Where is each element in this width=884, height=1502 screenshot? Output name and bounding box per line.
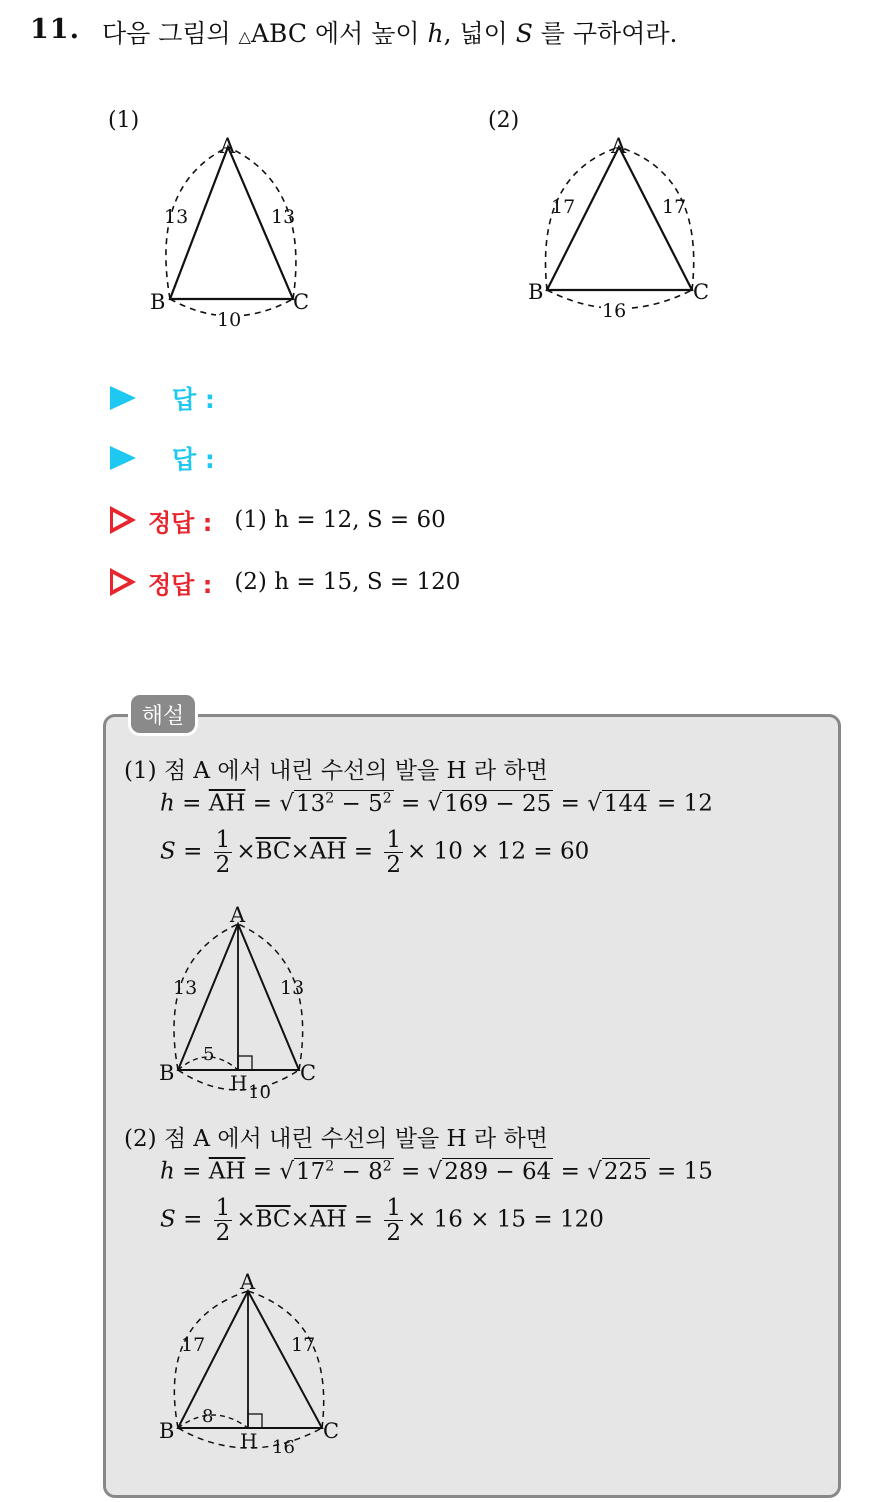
sqrt-expression-1: $√17^2 - 8^2$ — [279, 1158, 392, 1185]
vertex-c: C — [300, 1061, 317, 1085]
exponent: 2 — [325, 790, 335, 806]
foot-h: H — [240, 1429, 258, 1453]
vertex-b: B — [159, 1419, 175, 1443]
denominator: 2 — [386, 1220, 402, 1247]
equals: = — [400, 790, 421, 817]
vertex-c: C — [323, 1419, 340, 1443]
question-text-mid2: , 넓이 — [443, 19, 516, 48]
equals: = — [657, 790, 677, 817]
question-text-before: 다음 그림의 — [102, 19, 239, 48]
side-ab-label: 17 — [551, 196, 576, 218]
fraction-half — [214, 828, 233, 877]
vertex-a: A — [611, 134, 627, 158]
sqrt-expression-2: √169 − 25 — [427, 790, 552, 817]
numerator: 1 — [215, 827, 231, 853]
fraction-half — [384, 1196, 403, 1245]
figure-2-label: (2) — [488, 108, 520, 133]
times: × — [407, 1206, 427, 1233]
equals: = — [400, 1158, 421, 1185]
triangle-name: ABC — [250, 19, 307, 48]
h-result: 15 — [683, 1158, 713, 1185]
part1-figure — [150, 900, 330, 1105]
minus: − — [334, 1158, 369, 1185]
vertex-a: A — [220, 134, 236, 158]
equals: = — [182, 790, 202, 817]
vertex-a: A — [230, 903, 246, 927]
exponent: 2 — [382, 1158, 392, 1174]
equals: = — [353, 1206, 374, 1233]
times: × — [236, 1206, 256, 1233]
numerator: 1 — [215, 1195, 231, 1221]
h-result: 12 — [683, 790, 713, 817]
side-bc-label: 16 — [272, 1437, 295, 1458]
answer-row-1 — [110, 378, 215, 418]
answer-label: 답 : — [172, 445, 215, 474]
side-ac-label: 13 — [280, 977, 305, 999]
area-variable: S — [515, 19, 533, 48]
numerator: 1 — [386, 1195, 402, 1221]
correct-answer-label: 정답 : — [148, 508, 213, 537]
height-variable: h — [427, 19, 444, 48]
sqrt-base-b: 5 — [368, 790, 383, 817]
equals: = — [353, 838, 374, 865]
figure-1-label: (1) — [108, 108, 140, 133]
outline-triangle-icon — [110, 506, 136, 534]
figure-1-triangle — [140, 125, 330, 340]
times: × — [407, 838, 427, 865]
side-ac-label: 17 — [662, 196, 687, 218]
equals: = — [533, 838, 553, 865]
part2-height-equation — [160, 1158, 713, 1185]
numerator: 1 — [386, 827, 402, 853]
sqrt-body: 144 — [603, 790, 648, 817]
segment-ah: $\overline{AH}$ — [208, 790, 246, 817]
denominator: 2 — [215, 852, 231, 879]
correct-answer-row-2 — [110, 562, 460, 602]
part2-area-equation — [160, 1196, 604, 1245]
side-ab-label: 13 — [164, 206, 189, 228]
sqrt-expression-2: √289 − 64 — [427, 1158, 552, 1185]
times: × — [290, 1206, 310, 1233]
fraction-half — [214, 1196, 233, 1245]
segment-bh-label: 8 — [202, 1406, 214, 1427]
question-number: 11. — [30, 14, 80, 45]
equals: = — [533, 1206, 553, 1233]
figure-2-triangle — [520, 125, 730, 330]
sqrt-body: 225 — [603, 1158, 648, 1185]
question-text-after: 를 구하여라. — [532, 19, 678, 48]
sqrt-base-b: 8 — [368, 1158, 383, 1185]
times: × — [236, 838, 256, 865]
product: 10 × 12 — [433, 838, 527, 865]
segment-bc: $\overline{BC}$ — [255, 1206, 291, 1233]
triangle-abc — [178, 1291, 322, 1428]
sqrt-base-a: 13 — [295, 790, 326, 817]
equals: = — [183, 838, 203, 865]
question-text-mid1: 에서 높이 — [307, 19, 428, 48]
equals: = — [560, 1158, 580, 1185]
vertex-c: C — [693, 280, 710, 304]
outline-triangle-icon — [110, 568, 136, 596]
sqrt-expression-1: $√13^2 - 5^2$ — [279, 790, 392, 817]
part1-height-equation — [160, 790, 713, 817]
triangle-abc — [547, 147, 692, 290]
equals: = — [657, 1158, 677, 1185]
equals: = — [182, 1158, 202, 1185]
segment-ah: $\overline{AH}$ — [208, 1158, 246, 1185]
play-triangle-icon — [110, 446, 136, 470]
denominator: 2 — [386, 852, 402, 879]
h-symbol: h — [160, 1158, 175, 1185]
side-ab-label: 17 — [181, 1334, 206, 1356]
product: 16 × 15 — [433, 1206, 527, 1233]
segment-bc: $\overline{BC}$ — [255, 838, 291, 865]
sqrt-expression-3: √144 — [587, 790, 648, 817]
times: × — [290, 838, 310, 865]
sqrt-base-a: 17 — [295, 1158, 326, 1185]
vertex-c: C — [293, 290, 310, 314]
exponent: 2 — [382, 790, 392, 806]
vertex-a: A — [240, 1270, 256, 1294]
equals: = — [252, 1158, 272, 1185]
equals: = — [252, 790, 272, 817]
side-ab-label: 13 — [173, 977, 198, 999]
s-result: 120 — [559, 1206, 604, 1233]
explanation-tab: 해설 — [128, 692, 198, 736]
denominator: 2 — [215, 1220, 231, 1247]
part1-intro: (1) 점 A 에서 내린 수선의 발을 H 라 하면 — [124, 758, 548, 784]
sqrt-expression-3: √225 — [587, 1158, 648, 1185]
vertex-b: B — [528, 280, 544, 304]
foot-h: H — [230, 1071, 248, 1095]
sqrt-body: 289 − 64 — [444, 1158, 552, 1185]
s-result: 60 — [559, 838, 590, 865]
s-symbol: S — [160, 838, 176, 865]
exponent: 2 — [325, 1158, 335, 1174]
fraction-half — [384, 828, 403, 877]
answer-label: 답 : — [172, 385, 215, 414]
side-ac-label: 17 — [291, 1334, 316, 1356]
side-bc-label: 10 — [248, 1082, 271, 1103]
correct-answer-value: (2) h = 15, S = 120 — [234, 569, 461, 595]
segment-ah: $\overline{AH}$ — [309, 838, 347, 865]
right-angle-mark — [238, 1056, 252, 1070]
equals: = — [183, 1206, 203, 1233]
equals: = — [560, 790, 580, 817]
sqrt-body: 169 − 25 — [444, 790, 552, 817]
minus: − — [334, 790, 369, 817]
answer-row-2 — [110, 438, 215, 478]
vertex-b: B — [150, 290, 166, 314]
side-ac-label: 13 — [271, 206, 296, 228]
h-symbol: h — [160, 790, 175, 817]
segment-ah: $\overline{AH}$ — [309, 1206, 347, 1233]
s-symbol: S — [160, 1206, 176, 1233]
triangle-symbol: △ — [238, 27, 251, 46]
part2-figure — [150, 1265, 350, 1465]
side-bc-label: 10 — [217, 309, 242, 331]
play-triangle-icon — [110, 386, 136, 410]
vertex-b: B — [159, 1061, 175, 1085]
segment-bh-label: 5 — [203, 1044, 215, 1065]
part1-area-equation — [160, 828, 589, 877]
right-angle-mark — [248, 1414, 262, 1428]
correct-answer-value: (1) h = 12, S = 60 — [234, 507, 446, 533]
question-text — [102, 14, 677, 50]
correct-answer-label: 정답 : — [148, 570, 213, 599]
correct-answer-row-1 — [110, 500, 446, 540]
side-bc-label: 16 — [602, 300, 627, 322]
part2-intro: (2) 점 A 에서 내린 수선의 발을 H 라 하면 — [124, 1126, 548, 1152]
